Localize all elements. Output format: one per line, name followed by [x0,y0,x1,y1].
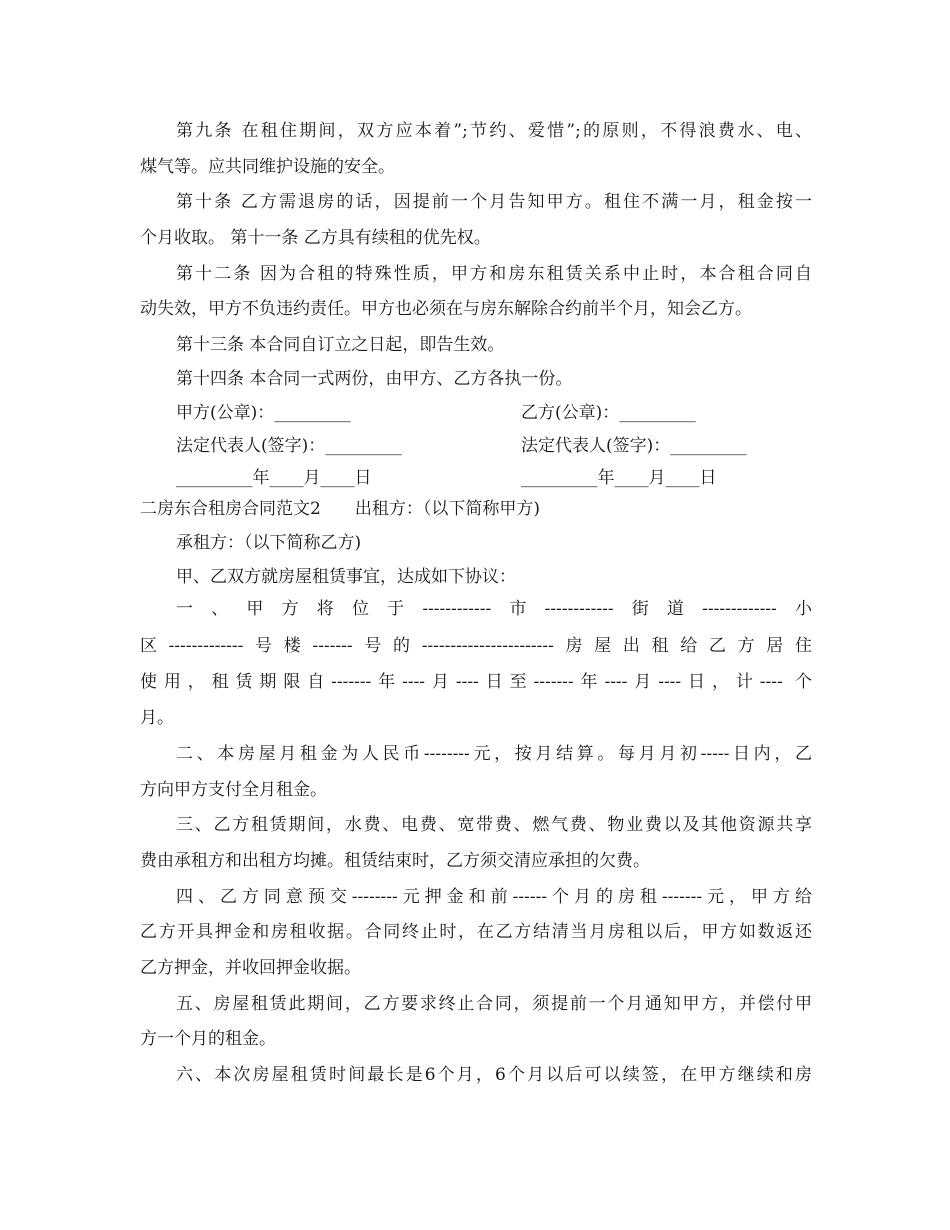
clause-1-line-3: 使用，租赁期限自-------年----月----日至-------年----月----日，计---- 个 [140,672,812,692]
clause-1-line-1: 一、甲方将位于------------市------------街道-------------小 [176,599,812,619]
lessee-line: 承租方：（以下简称乙方) [176,533,362,553]
article-12-line-1: 第十二条 因为合租的特殊性质，甲方和房东租赁关系中止时，本合租合同自 [176,264,812,284]
party-b-seal-field: 乙方(公章)：_________ [521,403,696,423]
clause-1-line-2: 区-------------号楼-------号的-----------------------房屋出租给乙方居住 [140,636,812,656]
clause-4-line-2: 乙方开具押金和房租收据。合同终止时，在乙方结清当月房租以后，甲方如数返还 [140,922,812,942]
party-a-representative-field: 法定代表人(签字)：_________ [176,436,402,456]
article-10-line-1: 第十条 乙方需退房的话，因提前一个月告知甲方。租住不满一月，租金按一 [176,192,812,212]
article-14: 第十四条 本合同一式两份，由甲方、乙方各执一份。 [176,369,573,389]
party-b-representative-field: 法定代表人(签字)：_________ [521,436,747,456]
clause-4-line-3: 乙方押金，并收回押金收据。 [140,958,361,978]
clause-5-line-2: 方一个月的租金。 [140,1029,276,1049]
party-b-date-field: _________年____月____日 [521,468,717,488]
clause-2-line-1: 二、本房屋月租金为人民币--------元，按月结算。每月月初-----日内，乙 [176,744,812,764]
clause-5-line-1: 五、房屋租赁此期间，乙方要求终止合同，须提前一个月通知甲方，并偿付甲 [176,994,812,1014]
clause-3-line-1: 三、乙方租赁期间，水费、电费、宽带费、燃气费、物业费以及其他资源共享 [176,815,812,835]
agreement-intro: 甲、乙双方就房屋租赁事宜，达成如下协议： [176,567,516,587]
article-10-11-line: 个月收取。 第十一条 乙方具有续租的优先权。 [140,228,491,248]
clause-4-line-1: 四、乙方同意预交--------元押金和前------个月的房租-------元，甲方给 [176,887,812,907]
clause-3-line-2: 费由承租方和出租方均摊。租赁结束时，乙方须交清应承担的欠费。 [140,851,650,871]
party-a-date-field: _________年____月____日 [176,468,372,488]
clause-6-line-1: 六、本次房屋租赁时间最长是6个月，6个月以后可以续签，在甲方继续和房 [176,1065,812,1085]
party-a-seal-field: 甲方(公章)：_________ [176,403,351,423]
article-9-line-1: 第九条 在租住期间，双方应本着”;节约、爱惜”;的原则，不得浪费水、电、 [176,121,812,141]
clause-1-line-4: 月。 [140,708,174,728]
article-9-line-2: 煤气等。应共同维护设施的安全。 [140,157,395,177]
article-13: 第十三条 本合同自订立之日起，即告生效。 [176,335,505,355]
article-12-line-2: 动失效，甲方不负违约责任。甲方也必须在与房东解除合约前半个月，知会乙方。 [140,299,752,319]
clause-2-line-2: 方向甲方支付全月租金。 [140,780,327,800]
contract-2-heading: 二房东合租房合同范文2 出租方：（以下简称甲方) [140,499,540,519]
